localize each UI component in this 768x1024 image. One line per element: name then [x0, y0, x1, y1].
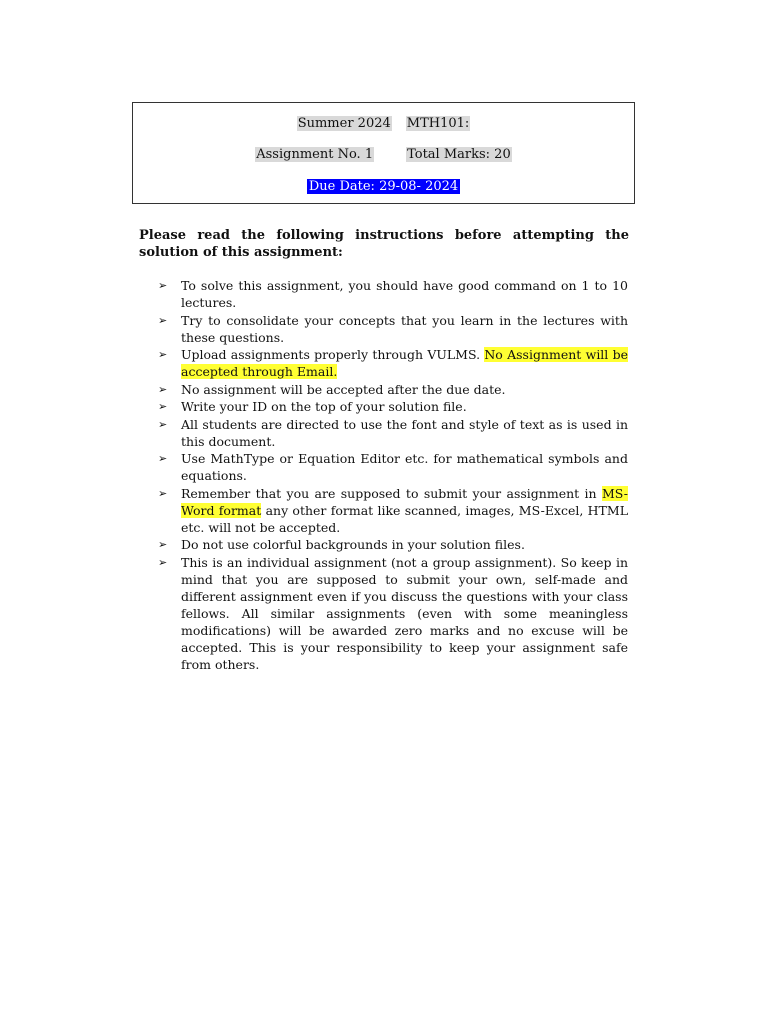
arrow-bullet-icon: ➢	[158, 417, 168, 431]
item-text: All students are directed to use the font and style of text as is used in this document.	[181, 416, 628, 449]
list-item	[158, 277, 628, 311]
arrow-bullet-icon: ➢	[158, 313, 168, 327]
list-item	[158, 554, 628, 673]
list-item	[158, 450, 628, 484]
item-text: Remember that you are supposed to submit your assignment in	[181, 485, 602, 501]
header-line-assignment	[133, 146, 634, 164]
arrow-bullet-icon: ➢	[158, 486, 168, 500]
list-item	[158, 398, 628, 415]
arrow-bullet-icon: ➢	[158, 452, 168, 465]
item-text: Do not use colorful backgrounds in your solution files.	[181, 537, 525, 552]
header-line-due	[133, 178, 634, 196]
arrow-bullet-icon: ➢	[158, 382, 168, 396]
list-item	[158, 536, 628, 553]
list-item	[158, 346, 628, 380]
assignment-header-box	[132, 102, 635, 204]
term-label: Summer 2024	[297, 116, 391, 131]
arrow-bullet-icon: ➢	[158, 279, 168, 292]
item-text: any other format like scanned, images, MS-Excel, HTML etc. will not be accepted.	[181, 502, 628, 535]
list-item	[158, 416, 628, 450]
list-item	[158, 381, 628, 398]
instructions-intro: Please read the following instructions before attempting the solution of this assignment:	[139, 228, 629, 260]
item-text: Try to consolidate your concepts that you learn in the lectures with these questions.	[181, 312, 628, 345]
item-text: Upload assignments properly through VULMS.	[181, 347, 485, 362]
assignment-label: Assignment No. 1	[256, 147, 374, 162]
arrow-bullet-icon: ➢	[158, 348, 168, 361]
highlighted-text: No Assignment will be accepted through Email.	[181, 347, 628, 379]
item-text: To solve this assignment, you should have good command on 1 to 10 lectures.	[181, 278, 628, 310]
arrow-bullet-icon: ➢	[158, 538, 168, 551]
arrow-bullet-icon: ➢	[158, 400, 168, 413]
item-text: This is an individual assignment (not a group assignment). So keep in mind that you are supposed to submit your own, self-made and different assignment even if you discuss the questions with your class fellows. All similar assignments (even with some meaningless modifications) will be awarded zero marks and no excuse will be accepted. This is your responsibility to keep your assignment safe from others.	[181, 554, 628, 672]
list-item	[158, 485, 628, 536]
list-item	[158, 312, 628, 346]
total-marks-label: Total Marks: 20	[407, 147, 511, 162]
due-date-label: Due Date: 29-08- 2024	[308, 179, 459, 194]
arrow-bullet-icon: ➢	[158, 555, 168, 569]
item-text: Write your ID on the top of your solution file.	[181, 399, 467, 414]
instructions-list	[158, 277, 628, 673]
header-line-term	[133, 115, 634, 133]
item-text: Use MathType or Equation Editor etc. for mathematical symbols and equations.	[181, 451, 628, 483]
highlighted-text: MS-Word format	[181, 485, 628, 518]
item-text: No assignment will be accepted after the due date.	[181, 381, 506, 397]
course-label: MTH101:	[406, 116, 470, 131]
